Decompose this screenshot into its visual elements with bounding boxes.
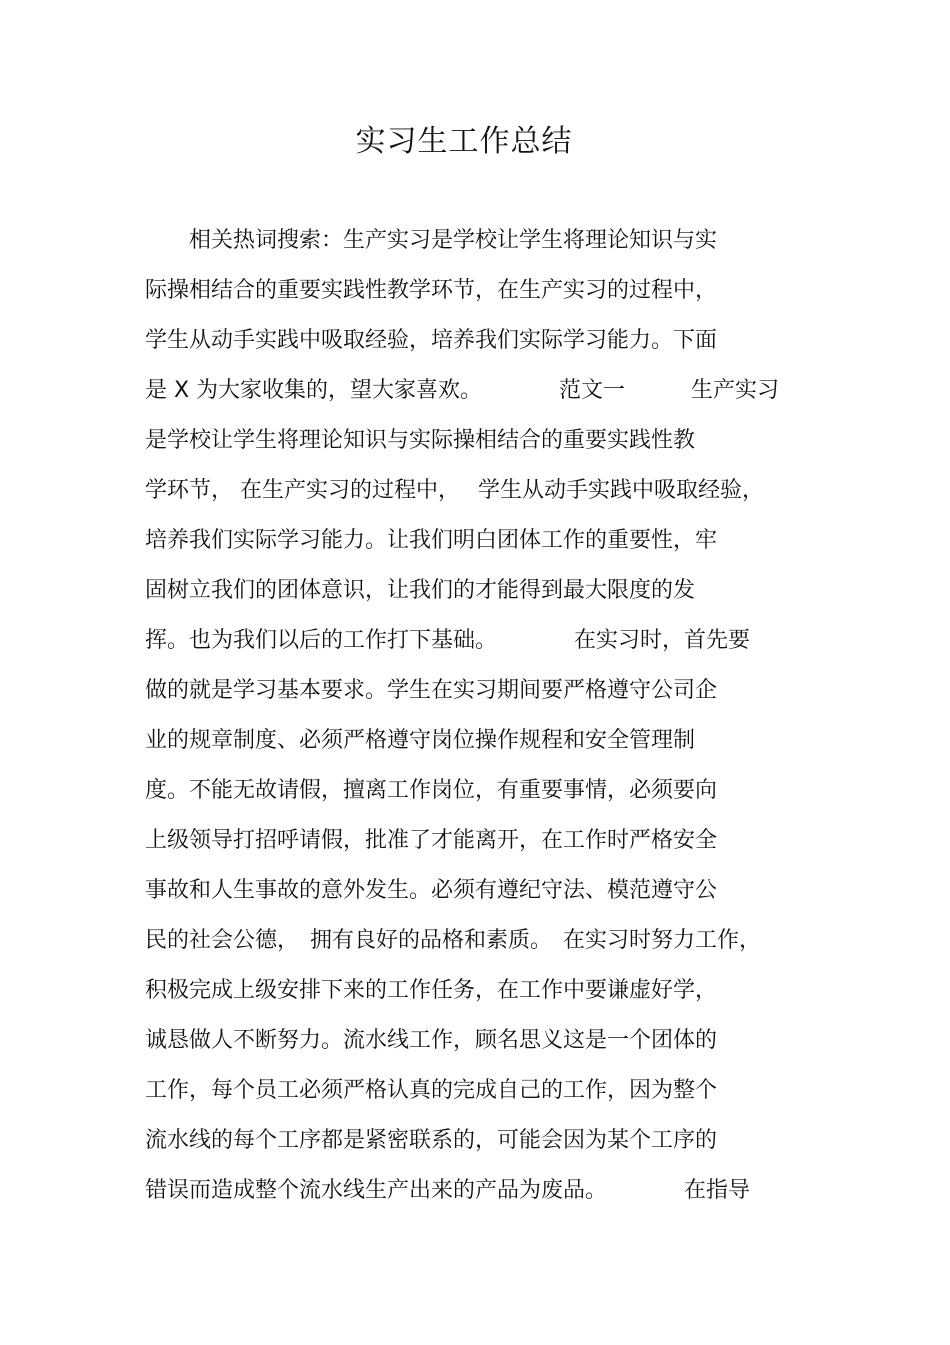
body-line: 诚恳做人不断努力。流水线工作，顾名思义这是一个团体的: [145, 1028, 718, 1053]
body-line: 积极完成上级安排下来的工作任务，在工作中要谦虚好学，: [145, 978, 718, 1003]
body-line: 学生从动手实践中吸取经验，培养我们实际学习能力。下面: [145, 328, 718, 353]
body-line: 事故和人生事故的意外发生。必须有遵纪守法、模范遵守公: [145, 878, 718, 903]
body-line: 是学校让学生将理论知识与实际操相结合的重要实践性教: [145, 428, 696, 453]
document-title: 实习生工作总结: [355, 124, 573, 159]
body-line: 工作，每个员工必须严格认真的完成自己的工作，因为整个: [145, 1078, 718, 1103]
body-line: 流水线的每个工序都是紧密联系的，可能会因为某个工序的: [145, 1128, 718, 1153]
body-line: 挥。也为我们以后的工作打下基础。 在实习时，首先要: [145, 628, 751, 653]
body-line: 相关热词搜索：生产实习是学校让学生将理论知识与实: [145, 228, 718, 253]
body-line: 培养我们实际学习能力。让我们明白团体工作的重要性，牢: [145, 528, 718, 553]
body-line: 错误而造成整个流水线生产出来的产品为废品。 在指导: [145, 1178, 751, 1203]
document-body: [145, 216, 825, 1216]
body-line: 业的规章制度、必须严格遵守岗位操作规程和安全管理制: [145, 728, 696, 753]
body-line: 做的就是学习基本要求。学生在实习期间要严格遵守公司企: [145, 678, 718, 703]
body-line: 是 X 为大家收集的，望大家喜欢。 范文一 生产实习: [145, 378, 780, 403]
body-line: 固树立我们的团体意识，让我们的才能得到最大限度的发: [145, 578, 696, 603]
body-line: 学环节， 在生产实习的过程中， 学生从动手实践中吸取经验，: [145, 478, 764, 503]
body-line: 上级领导打招呼请假，批准了才能离开，在工作时严格安全: [145, 828, 718, 853]
body-line: 度。不能无故请假，擅离工作岗位，有重要事情，必须要向: [145, 778, 718, 803]
body-line: 际操相结合的重要实践性教学环节，在生产实习的过程中，: [145, 278, 718, 303]
body-line: 民的社会公德， 拥有良好的品格和素质。 在实习时努力工作，: [145, 928, 762, 953]
